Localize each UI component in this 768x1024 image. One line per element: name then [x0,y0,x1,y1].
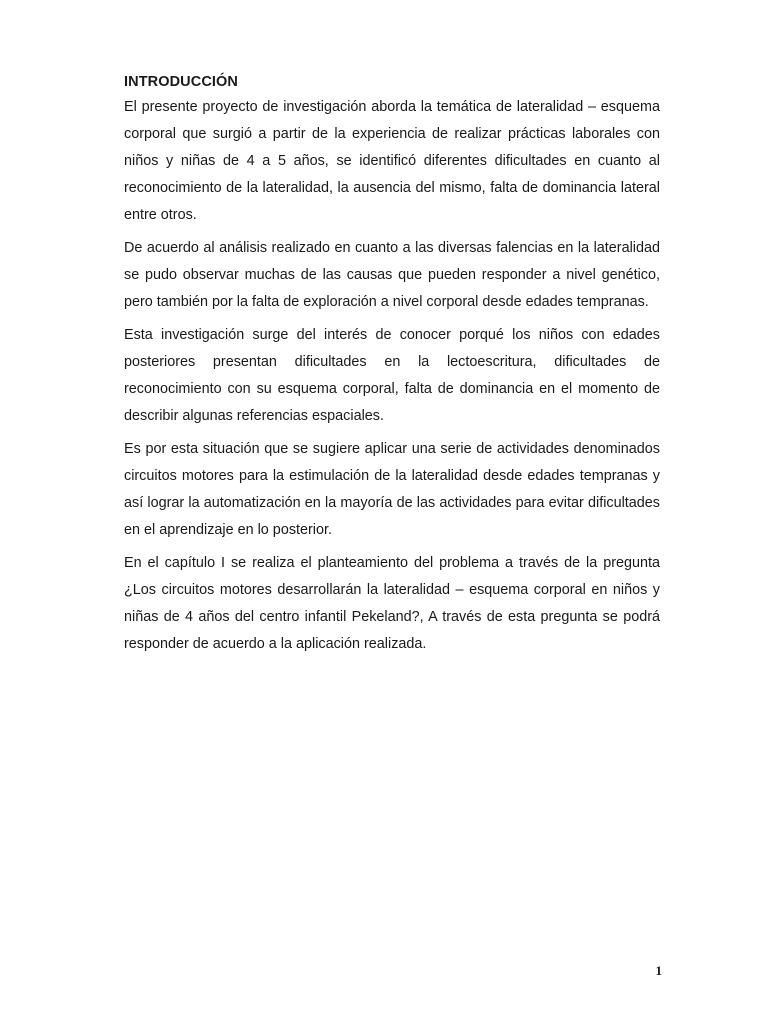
paragraph-2: De acuerdo al análisis realizado en cuanto a las diversas falencias en la lateralidad se pudo observar muchas de las causas que pueden responder a nivel genético, pero también por la falta de exploración a nivel corporal desde edades tempranas. [124,240,660,310]
paragraph-5: En el capítulo I se realiza el planteamiento del problema a través de la pregunta ¿Los circuitos motores desarrollarán la lateralidad – esquema corporal en niños y niñas de 4 años del centro infantil Pekeland?, A través de esta pregunta se podrá responder de acuerdo a la aplicación realizada. [124,555,660,652]
paragraph-1: El presente proyecto de investigación aborda la temática de lateralidad – esquema corporal que surgió a partir de la experiencia de realizar prácticas laborales con niños y niñas de 4 a 5 años, se identificó diferentes dificultades en cuanto al reconocimiento de la lateralidad, la ausencia del mismo, falta de dominancia lateral entre otros. [124,99,660,223]
page-number: 1 [655,963,662,978]
document-body [124,72,660,664]
paragraph-3: Esta investigación surge del interés de conocer porqué los niños con edades posteriores presentan dificultades en la lectoescritura, dificultades de reconocimiento con su esquema corporal, falta de dominancia en el momento de describir algunas referencias espaciales. [124,327,660,424]
section-heading: INTRODUCCIÓN [124,74,238,90]
paragraph-4: Es por esta situación que se sugiere aplicar una serie de actividades denominados circuitos motores para la estimulación de la lateralidad desde edades tempranas y así lograr la automatización en la mayoría de las actividades para evitar dificultades en el aprendizaje en lo posterior. [124,441,660,538]
